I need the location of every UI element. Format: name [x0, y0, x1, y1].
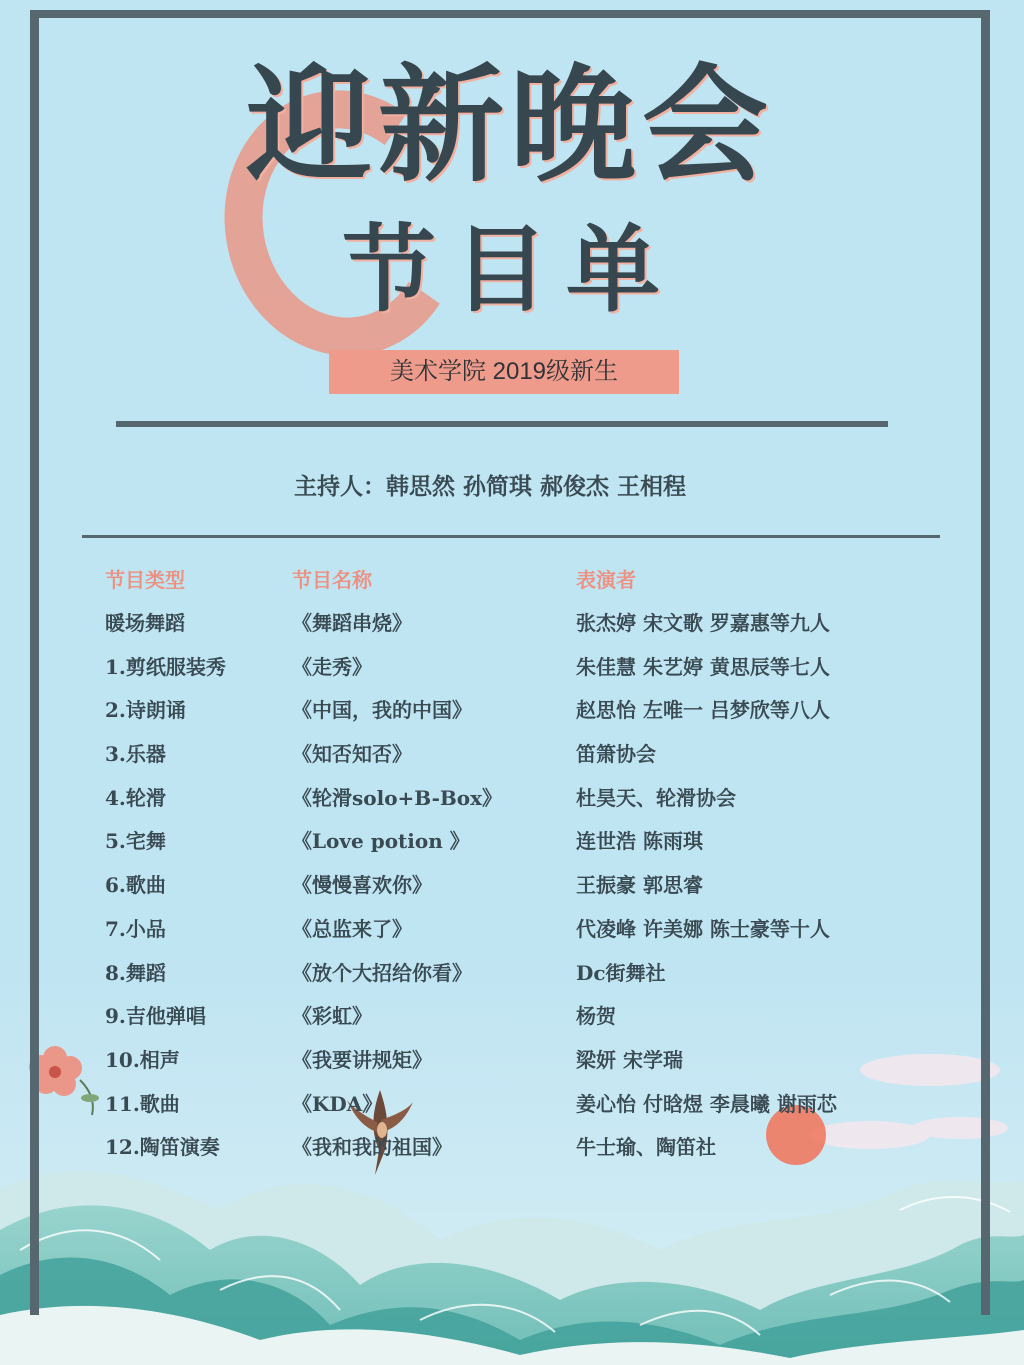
program-row — [100, 1039, 930, 1083]
program-name: 《中国，我的中国》 — [292, 698, 472, 723]
poster-frame-top — [30, 10, 990, 18]
divider — [82, 535, 940, 538]
poster-title: 迎新晚会 — [246, 51, 774, 199]
program-name: 《我要讲规矩》 — [292, 1047, 432, 1072]
program-type: 3.乐器 — [105, 742, 166, 767]
program-type: 12.陶笛演奏 — [105, 1135, 220, 1160]
program-row — [100, 646, 930, 690]
program-row — [100, 995, 930, 1039]
program-name: 《总监来了》 — [292, 916, 412, 941]
program-type: 1.剪纸服装秀 — [105, 654, 226, 679]
program-performer: Dc街舞社 — [576, 960, 666, 985]
program-row — [100, 1083, 930, 1127]
program-row — [100, 908, 930, 952]
program-performer: 姜心怡 付晗煜 李晨曦 谢雨芯 — [576, 1091, 837, 1116]
program-type: 暖场舞蹈 — [105, 611, 185, 635]
program-type: 2.诗朗诵 — [105, 698, 186, 723]
program-name: 《KDA》 — [292, 1091, 383, 1116]
program-performer: 赵思怡 左唯一 吕梦欣等八人 — [576, 698, 830, 723]
program-performer: 张杰婷 宋文歌 罗嘉惠等九人 — [576, 611, 830, 635]
program-rows — [100, 602, 930, 1170]
program-row — [100, 733, 930, 777]
program-performer: 王振豪 郭思睿 — [576, 873, 703, 898]
program-row — [100, 820, 930, 864]
program-row — [100, 864, 930, 908]
program-type: 9.吉他弹唱 — [105, 1004, 206, 1029]
program-row — [100, 952, 930, 996]
program-row — [100, 602, 930, 646]
program-type: 4.轮滑 — [105, 785, 166, 810]
program-table — [100, 560, 930, 1170]
program-performer: 杜昊天、轮滑协会 — [576, 785, 736, 810]
program-type: 6.歌曲 — [105, 873, 166, 898]
program-type: 8.舞蹈 — [105, 960, 166, 985]
program-row — [100, 777, 930, 821]
program-name: 《舞蹈串烧》 — [292, 611, 412, 635]
program-type: 5.宅舞 — [105, 829, 166, 854]
program-performer: 代凌峰 许美娜 陈士豪等十人 — [576, 916, 830, 941]
header-name: 节目名称 — [292, 568, 372, 592]
program-name: 《知否知否》 — [292, 742, 412, 767]
program-type: 7.小品 — [105, 916, 166, 941]
poster-subtitle: 节目单 — [341, 215, 678, 325]
program-performer: 连世浩 陈雨琪 — [576, 829, 703, 854]
program-performer: 牛士瑜、陶笛社 — [576, 1135, 716, 1160]
header-performer: 表演者 — [576, 568, 636, 592]
class-badge: 美术学院 2019级新生 — [329, 350, 679, 394]
program-name: 《走秀》 — [292, 654, 372, 679]
program-performer: 梁妍 宋学瑞 — [576, 1047, 683, 1072]
program-row — [100, 1126, 930, 1170]
header-type: 节目类型 — [105, 568, 185, 592]
hosts-line: 主持人：韩思然 孙简琪 郝俊杰 王相程 — [293, 473, 687, 500]
poster-frame-left — [30, 10, 39, 1315]
program-name: 《放个大招给你看》 — [292, 960, 472, 985]
program-name: 《慢慢喜欢你》 — [292, 873, 432, 898]
program-name: 《彩虹》 — [292, 1004, 372, 1029]
program-performer: 笛箫协会 — [576, 742, 656, 767]
divider — [116, 421, 888, 427]
program-name: 《我和我的祖国》 — [292, 1135, 452, 1160]
program-name: 《轮滑solo+B-Box》 — [292, 785, 503, 810]
program-performer: 杨贺 — [576, 1004, 616, 1029]
program-type: 10.相声 — [105, 1047, 180, 1072]
program-row — [100, 689, 930, 733]
program-type: 11.歌曲 — [105, 1091, 180, 1116]
program-performer: 朱佳慧 朱艺婷 黄思辰等七人 — [576, 654, 830, 679]
poster-frame-right — [981, 10, 990, 1315]
program-name: 《Love potion 》 — [292, 829, 470, 854]
